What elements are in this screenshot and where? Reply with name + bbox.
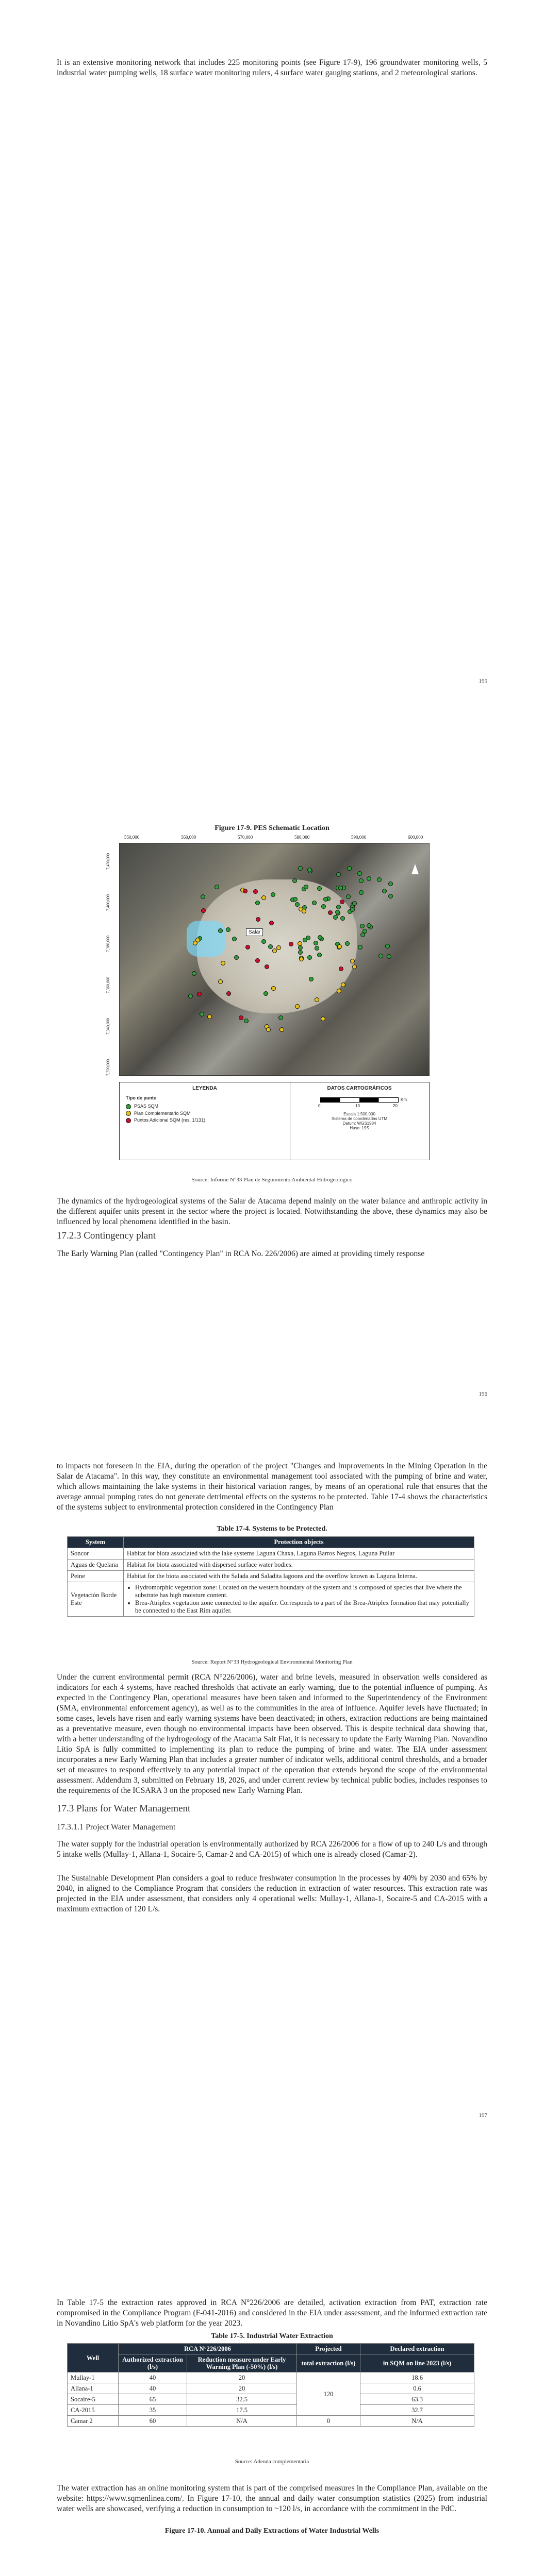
monitoring-point (298, 866, 303, 871)
monitoring-point (385, 944, 390, 948)
monitoring-point (226, 991, 231, 996)
monitoring-point (359, 890, 364, 895)
section-heading-contingency: 17.2.3 Contingency plant (57, 1230, 156, 1241)
monitoring-point (357, 871, 362, 876)
monitoring-point (271, 892, 275, 897)
legend-title: LEYENDA (192, 1086, 217, 1091)
scale-label-2: 20 (393, 1104, 398, 1108)
map-x-tick: 560,000 (181, 835, 196, 840)
col-well: Well (68, 2344, 119, 2372)
monitoring-point (359, 878, 364, 883)
well-name: CA-2015 (68, 2405, 119, 2416)
monitoring-point (336, 872, 341, 877)
table-caption: Table 17-4. Systems to be Protected. (217, 1525, 327, 1533)
monitoring-point (201, 908, 206, 913)
early-warning-paragraph: The Early Warning Plan (called "Contingency Plan" in RCA No. 226/2006) are aimed at providing timely response (57, 1249, 425, 1258)
table-header-system: System (68, 1537, 124, 1548)
monitoring-point (321, 1016, 325, 1021)
dynamics-paragraph: The dynamics of the hydrogeological systems of the Salar de Atacama depend mainly on the water balance and anthropic activity in the different aquifer units present in the sector where the project is located. Notwithstanding the above, these dynamics may also be influenced by local phenomena identified in the basin. (57, 1197, 487, 1226)
legend-label: Puntos Adicional SQM (res. 1/131) (134, 1117, 206, 1123)
table-row (68, 1582, 474, 1617)
map-legend (119, 1082, 430, 1160)
table-caption: Table 17-5. Industrial Water Extraction (211, 2332, 333, 2340)
map-y-tick: 7,380,000 (106, 936, 110, 952)
monitoring-point (279, 1027, 284, 1032)
projected-value: 0 (297, 2416, 360, 2427)
monitoring-point (352, 964, 357, 969)
monitoring-point (192, 971, 196, 976)
declared-value: 0.6 (360, 2383, 474, 2394)
monitoring-point (298, 945, 303, 950)
monitoring-point (362, 929, 367, 934)
monitoring-point (197, 992, 202, 996)
monitoring-point (200, 1012, 204, 1016)
monitoring-point (292, 878, 297, 883)
monitoring-point (382, 889, 387, 893)
cartographic-line: Escala 1:500,000 (343, 1112, 375, 1116)
monitoring-point (256, 917, 260, 922)
cartographic-lines (290, 1112, 429, 1130)
monitoring-point (337, 989, 341, 993)
contingency-paragraph: to impacts not foreseen in the EIA, during the operation of the project "Changes and Improvements in the Mining Operation in the Salar de Atacama". In this way, they constitute an environmental management tool associated with the pumping of brine and water, which allows maintaining the lake systems in their historical variation ranges, by means of an operational rule that ensures that the average annual pumping rates do not generate detrimental effects on the systems to be protected. Table 17-4 shows the characteristics of the systems subject to environmental protection considered in the Contingency Plan (57, 1462, 487, 1512)
scale-unit: Km (401, 1097, 407, 1102)
table-header-objects: Protection objects (124, 1537, 474, 1548)
monitoring-point (315, 997, 319, 1002)
system-name: Aguas de Quelana (68, 1560, 124, 1571)
monitoring-point (315, 946, 319, 951)
col-reduction: Reduction measure under Early Warning Plan (-50%) (l/s) (187, 2354, 297, 2372)
monitoring-point (201, 894, 205, 899)
monitoring-point (378, 954, 383, 958)
monitoring-point (243, 889, 248, 893)
monitoring-point (295, 902, 300, 907)
table-row (68, 1560, 474, 1571)
map-x-tick: 550,000 (124, 835, 140, 840)
monitoring-point (278, 1015, 283, 1020)
legend-swatch-icon (126, 1104, 131, 1109)
map-y-tick: 7,430,000 (106, 853, 110, 870)
table-row (68, 2394, 474, 2405)
well-name: Camar 2 (68, 2416, 119, 2427)
reduction-value: 20 (187, 2383, 297, 2394)
table-row (68, 1548, 474, 1560)
declared-value: 63.3 (360, 2394, 474, 2405)
reduction-value: N/A (187, 2416, 297, 2427)
map-y-ticks (106, 843, 118, 1075)
scale-bar (320, 1097, 399, 1103)
monitoring-point (350, 959, 355, 963)
cyan-zone (187, 921, 225, 957)
col-total: total extraction (l/s) (297, 2354, 360, 2372)
cartographic-title: DATOS CARTOGRÁFICOS (327, 1086, 392, 1091)
monitoring-point (245, 945, 250, 950)
monitoring-point (221, 961, 225, 965)
monitoring-point (340, 916, 345, 921)
declared-value: 18.6 (360, 2372, 474, 2383)
monitoring-point (226, 927, 230, 932)
monitoring-point (193, 941, 197, 945)
extraction-table (67, 2343, 474, 2427)
monitoring-point (358, 945, 362, 950)
protection-object: Habitat for the biota associated with the Salada and Saladita lagoons and the overflow known as Laguna Interna. (124, 1571, 474, 1582)
monitoring-point (265, 964, 269, 969)
legend-subtitle: Tipo de punto (126, 1095, 157, 1100)
authorized-value: 60 (119, 2416, 187, 2427)
monitoring-point (271, 986, 276, 991)
table-source: Source: Adenda complementaria (235, 2459, 309, 2465)
satellite-map (119, 843, 430, 1076)
monitoring-point (215, 885, 219, 889)
declared-value: 32.7 (360, 2405, 474, 2416)
monitoring-point (328, 910, 333, 915)
monitoring-point (333, 915, 338, 920)
monitoring-point (317, 886, 322, 891)
monitoring-point (268, 944, 273, 949)
scale-label-0: 0 (318, 1104, 321, 1108)
monitoring-point (239, 1015, 243, 1020)
monitoring-point (218, 979, 223, 984)
monitoring-point (350, 907, 355, 912)
col-rca-group: RCA N°226/2006 (119, 2344, 297, 2354)
monitoring-point (298, 941, 302, 946)
systems-table (67, 1536, 474, 1617)
map-x-ticks (119, 835, 428, 841)
monitoring-point (272, 948, 277, 953)
page-number: 195 (479, 678, 487, 684)
monitoring-point (335, 910, 340, 914)
monitoring-point (255, 958, 260, 963)
legend-item (126, 1104, 290, 1109)
water-supply-paragraph: The water supply for the industrial operation is environmentally authorized by RCA 226/2006 for a flow of up to 240 L/s and through 5 intake wells (Mullay-1, Allana-1, Socaire-5, Camar-2 and CA-2015) of which one is already closed (Camar-2). (57, 1840, 487, 1859)
authorized-value: 40 (119, 2383, 187, 2394)
monitoring-point (295, 1004, 300, 1009)
monitoring-point (318, 935, 322, 940)
table-row (68, 2416, 474, 2427)
monitoring-point (346, 894, 351, 899)
well-name: Mullay-1 (68, 2372, 119, 2383)
table-row (68, 2372, 474, 2383)
legend-label: Plan Complementario SQM (134, 1110, 191, 1116)
monitoring-point (345, 941, 350, 946)
col-projected: Projected (297, 2344, 360, 2354)
system-name: Vegetación Borde Este (68, 1582, 124, 1617)
figure-caption: Figure 17-10. Annual and Daily Extractions of Water Industrial Wells (164, 2527, 380, 2535)
map-x-tick: 570,000 (238, 835, 253, 840)
map-x-tick: 600,000 (408, 835, 423, 840)
authorized-value: 65 (119, 2394, 187, 2405)
monitoring-point (388, 894, 393, 899)
legend-list (126, 1104, 290, 1123)
cartographic-line: Sistema de coordenadas UTM (331, 1116, 388, 1121)
map-y-tick: 7,360,000 (106, 977, 110, 993)
table-row (68, 2405, 474, 2416)
table-row (68, 2383, 474, 2394)
monitoring-point (307, 868, 312, 872)
declared-value: N/A (360, 2416, 474, 2427)
system-name: Peine (68, 1571, 124, 1582)
protection-object: • Hydromorphic vegetation zone: Located on the western boundary of the system and is composed of species that live where the substrate has high moisture content. (135, 1584, 471, 1599)
monitoring-point (312, 901, 317, 905)
system-name: Soncor (68, 1548, 124, 1560)
map-x-tick: 580,000 (294, 835, 310, 840)
monitoring-point (188, 994, 193, 998)
monitoring-point (347, 866, 352, 871)
monitoring-point (261, 939, 266, 944)
sustainable-paragraph: The Sustainable Development Plan considers a goal to reduce freshwater consumption in the processes by 40% by 2030 and 65% by 2040, in aligned to the Compliance Program that considers the reduction in extraction of water resources. This extraction rate was projected in the EIA under assessment, that considers only 4 operational wells: Mullay-1, Allana-1, Socaire-5 and CA-2015 with a maximum extraction of 120 L/s. (57, 1874, 487, 1913)
protection-object: Habitat for biota associated with the lake systems Laguna Chaxa, Laguna Barros Negros, Laguna Puilar (124, 1548, 474, 1560)
monitoring-point (360, 924, 365, 928)
salar-label: Salar (246, 928, 263, 936)
monitoring-point (367, 876, 371, 881)
legend-item (126, 1117, 290, 1123)
monitoring-point (289, 942, 293, 946)
monitoring-point (341, 982, 345, 987)
monitoring-point (207, 1014, 212, 1019)
legend-swatch-icon (126, 1118, 131, 1123)
protection-object: Habitat for biota associated with dispersed surface water bodies. (124, 1560, 474, 1571)
monitoring-point (303, 938, 307, 942)
monitoring-point (234, 955, 239, 960)
monitoring-point (298, 950, 303, 955)
north-arrow-icon (411, 864, 419, 874)
projected-value: 120 (297, 2372, 360, 2416)
table-row (68, 1571, 474, 1582)
reduction-value: 32.5 (187, 2394, 297, 2405)
authorized-value: 40 (119, 2372, 187, 2383)
map-x-tick: 590,000 (351, 835, 367, 840)
page-number: 197 (479, 2112, 487, 2119)
map-y-tick: 7,320,000 (106, 1059, 110, 1076)
intro-paragraph: It is an extensive monitoring network that includes 225 monitoring points (see Figure 17-9), 196 groundwater monitoring wells, 5 industrial water pumping wells, 18 surface water monitoring rulers, 4 surface water gauging stations, and 2 meteorological stations. (57, 58, 487, 77)
monitoring-point (266, 1027, 271, 1032)
legend-item (126, 1111, 290, 1116)
authorized-value: 35 (119, 2405, 187, 2416)
well-name: Allana-1 (68, 2383, 119, 2394)
col-authorized: Authorized extraction (l/s) (119, 2354, 187, 2372)
reduction-value: 17.5 (187, 2405, 297, 2416)
legend-swatch-icon (126, 1111, 131, 1116)
monitoring-point (309, 977, 314, 981)
page-number: 196 (479, 1391, 487, 1397)
well-name: Socaire-5 (68, 2394, 119, 2405)
cartographic-line: Datum: WGS1984 (342, 1121, 376, 1126)
monitoring-point (244, 1019, 249, 1023)
monitoring-point (253, 889, 258, 894)
col-sqm: in SQM on line 2023 (l/s) (360, 2354, 474, 2372)
monitoring-point (377, 877, 382, 882)
table-intro-paragraph: In Table 17-5 the extraction rates approved in RCA N°226/2006 are detailed, activation extraction from PAT, extraction rate compromised in the Compliance Program (F-041-2016) and considered in the EIA under assessment, and the informed extraction rate in Novandino Litio SpA's web platform for the year 2023. (57, 2298, 487, 2328)
permit-paragraph: Under the current environmental permit (RCA N°226/2006), water and brine levels, measured in observation wells considered as indicators for each 4 systems, have reached thresholds that activate an early warning, due to the potential influence of pumping. As expected in the Contingency Plan, operational measures have been taken and informed to the Superintendency of the Environment (SMA, environmental enforcement agency), as well as to the communities in the area of influence. Aquifer levels have fluctuated; in some cases, levels have risen and early warning systems have been deactivated; in others, extraction reductions are being maintained as a preventative measure, even though no environmental impacts have been observed. This is despite technical data showing that, with a better understanding of the hydrogeology of the Atacama Salt Flat, it is necessary to update the Early Warning Plan. Novandino Litio SpA is fully committed to implementing its plan to reduce the pumping of brine and water. The EIA under assessment incorporates a new Early Warning Plan that includes a greater number of indicator wells, additional control thresholds, and a broader set of measures to respond effectively to any potential impact of the operation that extends beyond the scope of the environmental assessment. Addendum 3, submitted on February 18, 2026, and under current review by technical public bodies, includes responses to the requirements of the ICSARA 3 on the proposed new Early Warning Plan. (57, 1673, 487, 1795)
protection-object: • Brea-Atriplex vegetation zone connected to the aquifer. Corresponds to a part of the Brea-Atriplex formation that may potentially be connected to the East Rim aquifer. (135, 1599, 471, 1615)
section-heading-water: 17.3 Plans for Water Management (57, 1803, 191, 1814)
monitoring-point (388, 882, 393, 886)
legend-label: PSAS SQM (134, 1104, 159, 1109)
figure-source: Source: Informe N°33 Plan de Seguimiento Ambiental Hidrogeológico (191, 1177, 353, 1183)
monitoring-point (263, 991, 268, 996)
scale-label-1: 10 (355, 1104, 360, 1108)
map-y-tick: 7,400,000 (106, 894, 110, 911)
monitoring-paragraph: The water extraction has an online monitoring system that is part of the comprised measures in the Compliance Plan, available on the website: https://www.sqmenlinea.com/. In Figure 17-10, the annual and daily water consumption statistics (2025) from industrial water wells are showcased, verifying a reduction in consumption to ~120 l/s, in accordance with the commitment in the PdC. (57, 2484, 487, 2513)
reduction-value: 20 (187, 2372, 297, 2383)
figure-17-9 (106, 835, 436, 1170)
monitoring-point (255, 901, 260, 905)
map-y-tick: 7,340,000 (106, 1018, 110, 1035)
table-source: Source: Report N°33 Hydrogeological Environmental Monitoring Plan (191, 1659, 353, 1665)
cartographic-line: Huso: 19S (350, 1126, 369, 1130)
figure-caption: Figure 17-9. PES Schematic Location (215, 824, 329, 832)
subsection-heading: 17.3.1.1 Project Water Management (57, 1823, 176, 1832)
col-declared: Declared extraction (360, 2344, 474, 2354)
monitoring-point (232, 937, 237, 941)
monitoring-point (387, 954, 391, 959)
